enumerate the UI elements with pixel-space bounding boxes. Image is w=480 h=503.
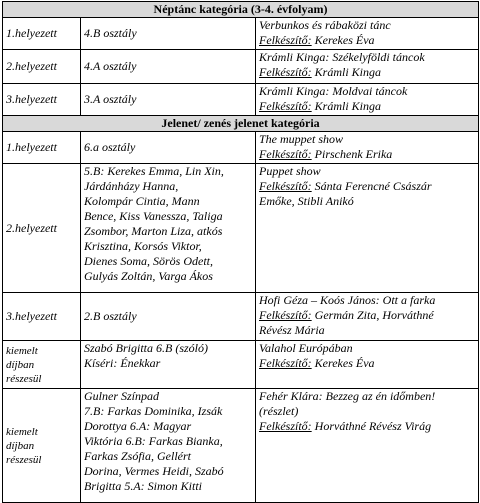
table-row bbox=[3, 84, 479, 116]
table-row bbox=[3, 164, 479, 293]
participants-line: Kolompár Cintia, Mann bbox=[84, 194, 200, 208]
teacher-line bbox=[259, 33, 475, 48]
teacher-names-cont: Révész Mária bbox=[259, 323, 325, 337]
place-cell: 2.helyezett bbox=[3, 50, 81, 84]
performance-title: Valahol Európában bbox=[259, 341, 353, 355]
place-cell: 1.helyezett bbox=[3, 18, 81, 50]
results-table bbox=[2, 1, 479, 503]
performance-title: Fehér Klára: Bezzeg az én időmben! bbox=[259, 389, 436, 403]
teacher-names: Sánta Ferencné Császár bbox=[311, 179, 432, 193]
teacher-label: Felkészítő: bbox=[259, 419, 312, 433]
section-title: Jelenet/ zenés jelenet kategória bbox=[3, 116, 479, 132]
teacher-names: Kerekes Éva bbox=[311, 356, 375, 370]
class-cell: 4.B osztály bbox=[81, 18, 256, 50]
description-cell bbox=[256, 50, 479, 84]
teacher-line bbox=[259, 99, 475, 114]
class-cell: 3.A osztály bbox=[81, 84, 256, 116]
teacher-names: Pirschenk Erika bbox=[311, 147, 393, 161]
teacher-names: Kerekes Éva bbox=[311, 33, 375, 47]
teacher-names: Horváthné Révész Virág bbox=[311, 419, 432, 433]
place-cell: 3.helyezett bbox=[3, 293, 81, 341]
participants-cell bbox=[81, 389, 256, 503]
teacher-names: Krámli Kinga bbox=[311, 65, 382, 79]
table-row bbox=[3, 341, 479, 389]
participants-line: Dorottya 6.A: Magyar bbox=[84, 419, 192, 433]
teacher-label: Felkészítő: bbox=[259, 356, 312, 370]
place-cell: 3.helyezett bbox=[3, 84, 81, 116]
participants-line: Bence, Kiss Vanessza, Taliga bbox=[84, 209, 223, 223]
performance-title: Krámli Kinga: Moldvai táncok bbox=[259, 84, 408, 98]
place-line: díjban bbox=[6, 439, 35, 452]
participants-line: Brigitta 5.A: Simon Kitti bbox=[84, 479, 203, 493]
performance-title: Hofi Géza – Koós János: Ott a farka bbox=[259, 293, 436, 307]
place-cell bbox=[3, 341, 81, 389]
teacher-line bbox=[259, 179, 475, 194]
participants-line: Farkas Zsófia, Gellért bbox=[84, 449, 191, 463]
table-row bbox=[3, 18, 479, 50]
teacher-names: Krámli Kinga bbox=[311, 99, 382, 113]
teacher-names: Germán Zita, Horváthné bbox=[311, 308, 434, 322]
section-title: Néptánc kategória (3-4. évfolyam) bbox=[3, 2, 479, 18]
teacher-label: Felkészítő: bbox=[259, 65, 312, 79]
description-cell bbox=[256, 341, 479, 389]
place-cell bbox=[3, 389, 81, 503]
performance-title-cont: (részlet) bbox=[259, 404, 299, 418]
table-row bbox=[3, 293, 479, 341]
place-cell: 1.helyezett bbox=[3, 132, 81, 164]
teacher-label: Felkészítő: bbox=[259, 147, 312, 161]
description-cell bbox=[256, 18, 479, 50]
description-cell bbox=[256, 132, 479, 164]
participants-line: Viktória 6.B: Farkas Bianka, bbox=[84, 434, 223, 448]
place-line: kiemelt bbox=[6, 344, 38, 357]
place-line: kiemelt bbox=[6, 425, 38, 438]
participants-line: 7.B: Farkas Dominika, Izsák bbox=[84, 404, 223, 418]
participants-line: Járdánházy Hanna, bbox=[84, 179, 179, 193]
teacher-line bbox=[259, 356, 475, 371]
class-cell: 6.a osztály bbox=[81, 132, 256, 164]
participants-line: Szabó Brigitta 6.B (szóló) bbox=[84, 341, 209, 355]
description-cell bbox=[256, 84, 479, 116]
performance-title: The muppet show bbox=[259, 132, 343, 146]
place-line: díjban bbox=[6, 358, 35, 371]
section-header-scene bbox=[3, 116, 479, 132]
description-cell bbox=[256, 389, 479, 503]
table-row bbox=[3, 50, 479, 84]
place-line: részesül bbox=[6, 453, 42, 466]
teacher-label: Felkészítő: bbox=[259, 308, 312, 322]
description-cell bbox=[256, 293, 479, 341]
participants-line: Dienes Soma, Sörös Odett, bbox=[84, 254, 213, 268]
teacher-line bbox=[259, 65, 475, 80]
performance-title: Verbunkos és rábaközi tánc bbox=[259, 18, 391, 32]
participants-line: Gulyás Zoltán, Varga Ákos bbox=[84, 269, 213, 283]
performance-title: Puppet show bbox=[259, 164, 321, 178]
teacher-label: Felkészítő: bbox=[259, 179, 312, 193]
performance-title: Krámli Kinga: Székelyföldi táncok bbox=[259, 50, 425, 64]
class-cell: 2.B osztály bbox=[81, 293, 256, 341]
participants-line: Dorina, Vermes Heidi, Szabó bbox=[84, 464, 224, 478]
participants-cell bbox=[81, 341, 256, 389]
teacher-line bbox=[259, 419, 475, 434]
table-row bbox=[3, 132, 479, 164]
participants-line: Krisztina, Korsós Viktor, bbox=[84, 239, 202, 253]
participants-line: Zsombor, Marton Liza, atkós bbox=[84, 224, 223, 238]
section-header-folk-dance bbox=[3, 2, 479, 18]
teacher-line bbox=[259, 147, 475, 162]
participants-cell bbox=[81, 164, 256, 293]
participants-line: Kíséri: Énekkar bbox=[84, 356, 161, 370]
participants-line: 5.B: Kerekes Emma, Lin Xin, bbox=[84, 164, 224, 178]
place-line: részesül bbox=[6, 372, 42, 385]
teacher-label: Felkészítő: bbox=[259, 99, 312, 113]
participants-line: Gulner Színpad bbox=[84, 389, 159, 403]
teacher-names-cont: Emőke, Stibli Anikó bbox=[259, 194, 354, 208]
place-cell: 2.helyezett bbox=[3, 164, 81, 293]
teacher-line bbox=[259, 308, 475, 323]
class-cell: 4.A osztály bbox=[81, 50, 256, 84]
table-row bbox=[3, 389, 479, 503]
description-cell bbox=[256, 164, 479, 293]
teacher-label: Felkészítő: bbox=[259, 33, 312, 47]
